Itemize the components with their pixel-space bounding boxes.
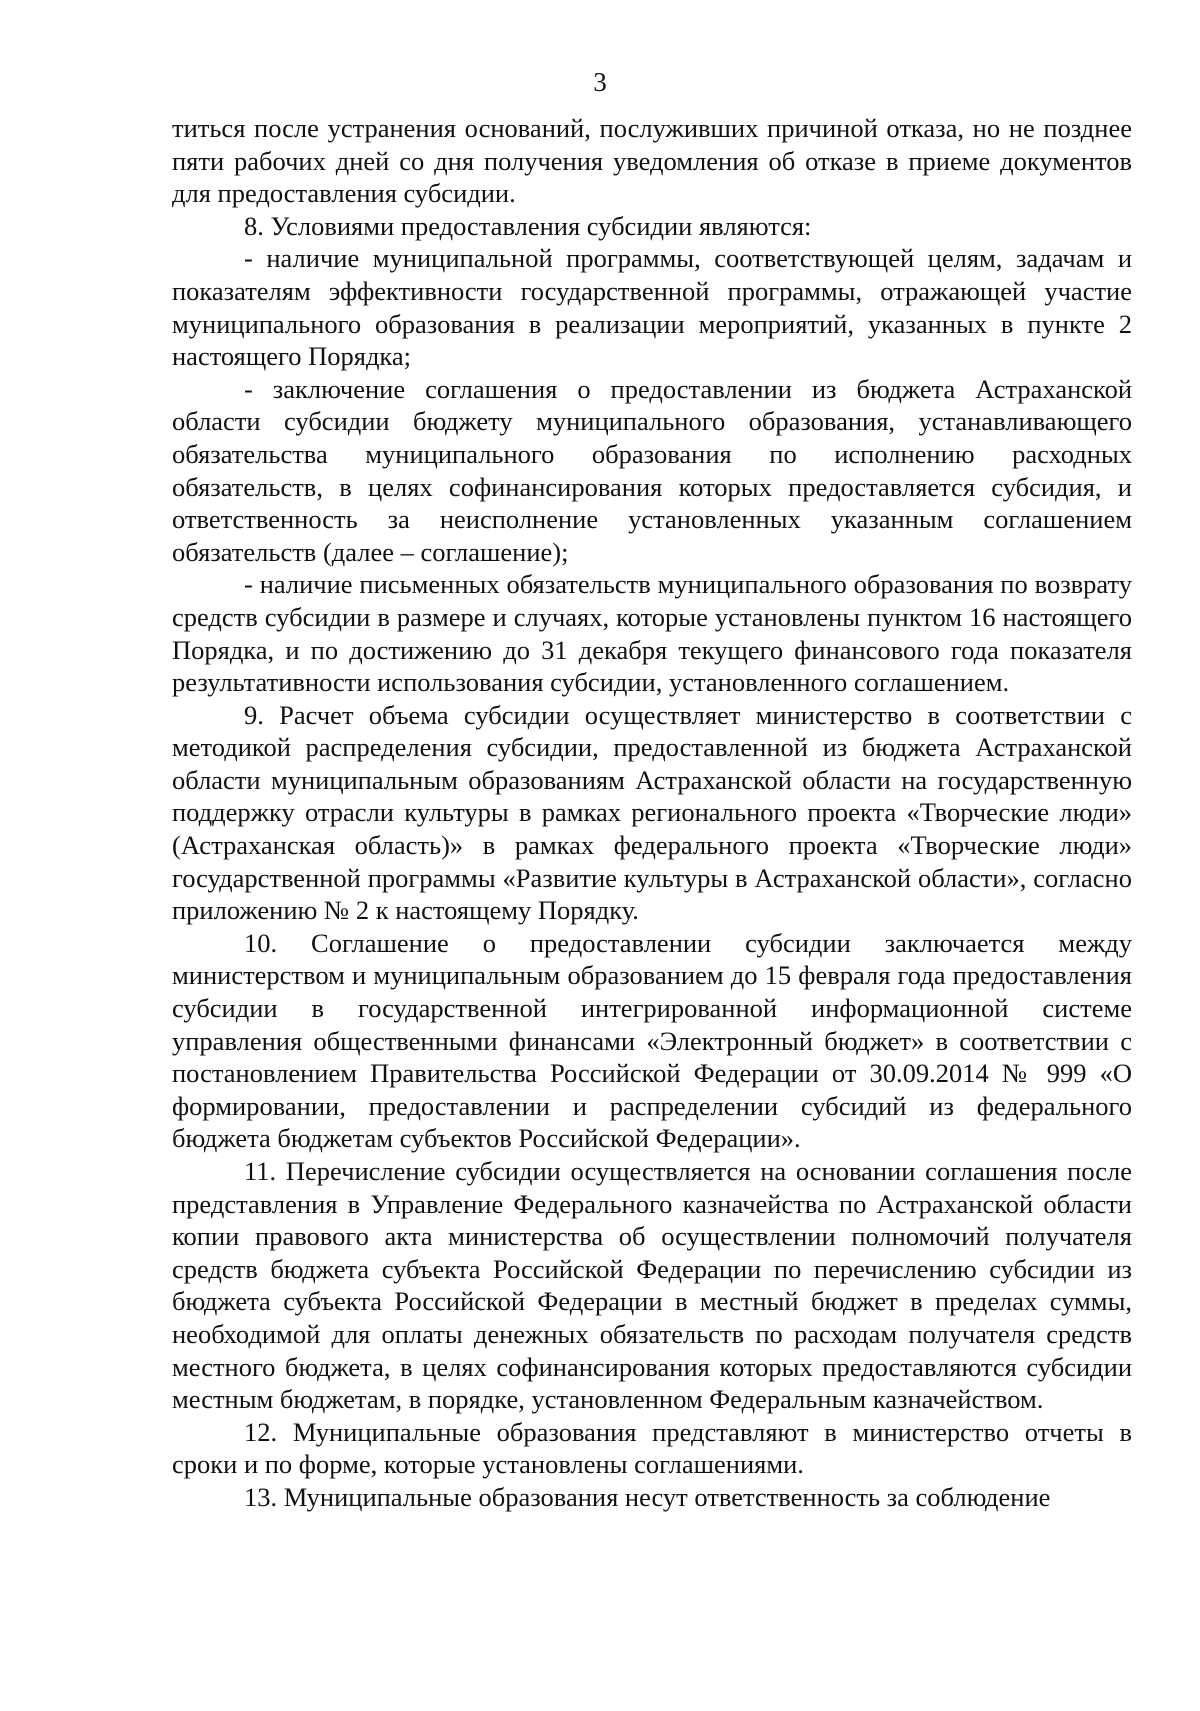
paragraph: 11. Перечисление субсидии осуществляется на основании соглашения после представления в Управление Федерального казначейства по Астраханской области копии правового акта министерства об осуществлении полномочий получателя средств бюджета субъекта Российской Федерации по перечислению субсидии из бюджета субъекта Российской Федерации в местный бюджет в пределах суммы, необходимой для оплаты денежных обязательств по расходам получателя средств местного бюджета, в целях софинансирования которых предоставляются субсидии местным бюджетам, в порядке, установленном Федеральным казначейством. [172, 1156, 1132, 1415]
page-number: 3 [593, 67, 607, 97]
paragraph: титься после устранения оснований, послуживших причиной отказа, но не позднее пяти рабочих дней со дня получения уведомления об отказе в приеме документов для предоставления субсидии. [172, 113, 1132, 209]
paragraph: 13. Муниципальные образования несут ответственность за соблюдение [244, 1481, 1051, 1512]
paragraph: 8. Условиями предоставления субсидии являются: [244, 210, 812, 241]
paragraph: 9. Расчет объема субсидии осуществляет министерство в соответствии с методикой распределения субсидии, предоставленной из бюджета Астраханской области муниципальным образованиям Астраханской области на государственную поддержку отрасли культуры в рамках регионального проекта «Творческие люди» (Астраханская область)» в рамках федерального проекта «Творческие люди» государственной программы «Развитие культуры в Астраханской области», согласно приложению № 2 к настоящему Порядку. [172, 699, 1132, 926]
paragraph: - заключение соглашения о предоставлении из бюджета Астраханской области субсидии бюджету муниципального образования, устанавливающего обязательства муниципального образования по исполнению расходных обязательств, в целях софинансирования которых предоставляется субсидия, и ответственность за неисполнение установленных указанным соглашением обязательств (далее – соглашение); [172, 373, 1132, 567]
paragraph: - наличие письменных обязательств муниципального образования по возврату средств субсидии в размере и случаях, которые установлены пунктом 16 настоящего Порядка, и по достижению до 31 декабря текущего финансового года показателя результативности использования субсидии, установленного соглашением. [172, 569, 1132, 698]
document-body [172, 112, 1132, 1514]
paragraph: 10. Соглашение о предоставлении субсидии заключается между министерством и муниципальным образованием до 15 февраля года предоставления субсидии в государственной интегрированной информационной системе управления общественными финансами «Электронный бюджет» в соответствии с постановлением Правительства Российской Федерации от 30.09.2014 № 999 «О формировании, предоставлении и распределении субсидий из федерального бюджета бюджетам субъектов Российской Федерации». [172, 927, 1132, 1154]
paragraph: 12. Муниципальные образования представляют в министерство отчеты в сроки и по форме, которые установлены соглашениями. [172, 1416, 1132, 1480]
paragraph: - наличие муниципальной программы, соответствующей целям, задачам и показателям эффективности государственной программы, отражающей участие муниципального образования в реализации мероприятий, указанных в пункте 2 настоящего Порядка; [172, 243, 1132, 372]
